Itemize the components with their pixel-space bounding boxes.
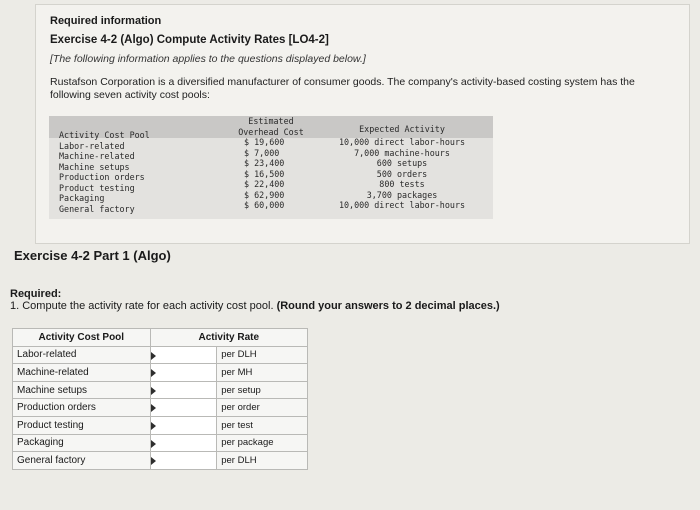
- answer-col-rate-header: Activity Rate: [150, 329, 307, 347]
- table-row: [13, 452, 308, 470]
- pool-cell: General factory: [59, 203, 135, 214]
- activity-column-header: Expected Activity: [359, 124, 445, 134]
- rate-unit: per DLH: [217, 346, 308, 364]
- activity-rate-input-general-factory[interactable]: [150, 452, 217, 470]
- pool-column: [59, 130, 150, 214]
- cost-cell: $ 60,000: [244, 200, 285, 210]
- cost-header-line1: Estimated: [248, 116, 294, 126]
- cost-column-header: [231, 116, 311, 137]
- input-marker-icon: [151, 404, 156, 412]
- input-marker-icon: [151, 369, 156, 377]
- activity-cost-pool-data-table: [49, 116, 493, 219]
- rate-unit: per order: [217, 399, 308, 417]
- pool-cell: Labor-related: [59, 140, 125, 151]
- activity-rate-input-production-orders[interactable]: [150, 399, 217, 417]
- answer-pool-label: Packaging: [13, 434, 151, 452]
- activity-cell: 10,000 direct labor-hours: [338, 137, 466, 147]
- input-marker-icon: [151, 457, 156, 465]
- required-information-panel: [35, 4, 690, 244]
- pool-column-header: Activity Cost Pool: [59, 130, 150, 140]
- rate-unit: per package: [217, 434, 308, 452]
- input-marker-icon: [151, 422, 156, 430]
- activity-rate-input-machine-related[interactable]: [150, 364, 217, 382]
- activity-rate-input-product-testing[interactable]: [150, 416, 217, 434]
- part-title: Exercise 4-2 Part 1 (Algo): [14, 248, 171, 263]
- answer-pool-label: General factory: [13, 452, 151, 470]
- info-note: [The following information applies to the questions displayed below.]: [50, 53, 366, 65]
- cost-cell: $ 7,000: [244, 147, 280, 158]
- input-marker-icon: [151, 387, 156, 395]
- cost-cell: $ 19,600: [244, 137, 285, 147]
- answer-pool-label: Production orders: [13, 399, 151, 417]
- activity-column: [332, 137, 472, 211]
- required-instruction: [10, 300, 500, 312]
- table-row: [13, 434, 308, 452]
- answer-table-header: [13, 329, 308, 347]
- rate-unit: per setup: [217, 381, 308, 399]
- pool-cell: Packaging: [59, 193, 105, 203]
- activity-cell: 7,000 machine-hours: [354, 147, 450, 158]
- required-instruction-text: 1. Compute the activity rate for each activity cost pool.: [10, 300, 274, 312]
- table-row: [13, 364, 308, 382]
- cost-header-line2: Overhead Cost: [238, 126, 304, 137]
- cost-cell: $ 23,400: [244, 158, 285, 168]
- answer-pool-label: Labor-related: [13, 346, 151, 364]
- table-row: [13, 399, 308, 417]
- activity-cell: 800 tests: [379, 179, 425, 189]
- rounding-instruction: (Round your answers to 2 decimal places.): [276, 300, 500, 312]
- input-marker-icon: [151, 440, 156, 448]
- table-row: [13, 381, 308, 399]
- pool-cell: Production orders: [59, 172, 145, 182]
- activity-cell: 500 orders: [376, 168, 428, 179]
- rate-unit: per test: [217, 416, 308, 434]
- intro-paragraph: Rustafson Corporation is a diversified manufacturer of consumer goods. The company's activity-based costing system has the following seven activity cost pools:: [50, 76, 635, 101]
- activity-cell: 10,000 direct labor-hours: [338, 200, 466, 210]
- activity-cell: 600 setups: [376, 158, 428, 168]
- rate-unit: per MH: [217, 364, 308, 382]
- answer-pool-label: Product testing: [13, 416, 151, 434]
- activity-cell: 3,700 packages: [366, 189, 438, 200]
- table-row: [13, 346, 308, 364]
- cost-cell: $ 22,400: [244, 179, 285, 189]
- answer-pool-label: Machine-related: [13, 364, 151, 382]
- cost-cell: $ 16,500: [244, 168, 285, 179]
- answer-pool-label: Machine setups: [13, 381, 151, 399]
- pool-cell: Product testing: [59, 182, 135, 193]
- pool-cell: Machine-related: [59, 151, 135, 161]
- rate-unit: per DLH: [217, 452, 308, 470]
- required-information-heading: Required information: [50, 15, 162, 27]
- activity-rate-input-machine-setups[interactable]: [150, 381, 217, 399]
- activity-rate-answer-table: [12, 328, 308, 470]
- cost-column: [244, 137, 284, 211]
- activity-rate-input-labor-related[interactable]: [150, 346, 217, 364]
- table-row: [13, 416, 308, 434]
- required-label: Required:: [10, 288, 62, 300]
- exercise-title: Exercise 4-2 (Algo) Compute Activity Rates [LO4-2]: [50, 34, 329, 46]
- activity-rate-input-packaging[interactable]: [150, 434, 217, 452]
- input-marker-icon: [151, 352, 156, 360]
- answer-col-pool-header: Activity Cost Pool: [13, 329, 151, 347]
- cost-cell: $ 62,900: [244, 189, 285, 200]
- pool-cell: Machine setups: [59, 161, 130, 172]
